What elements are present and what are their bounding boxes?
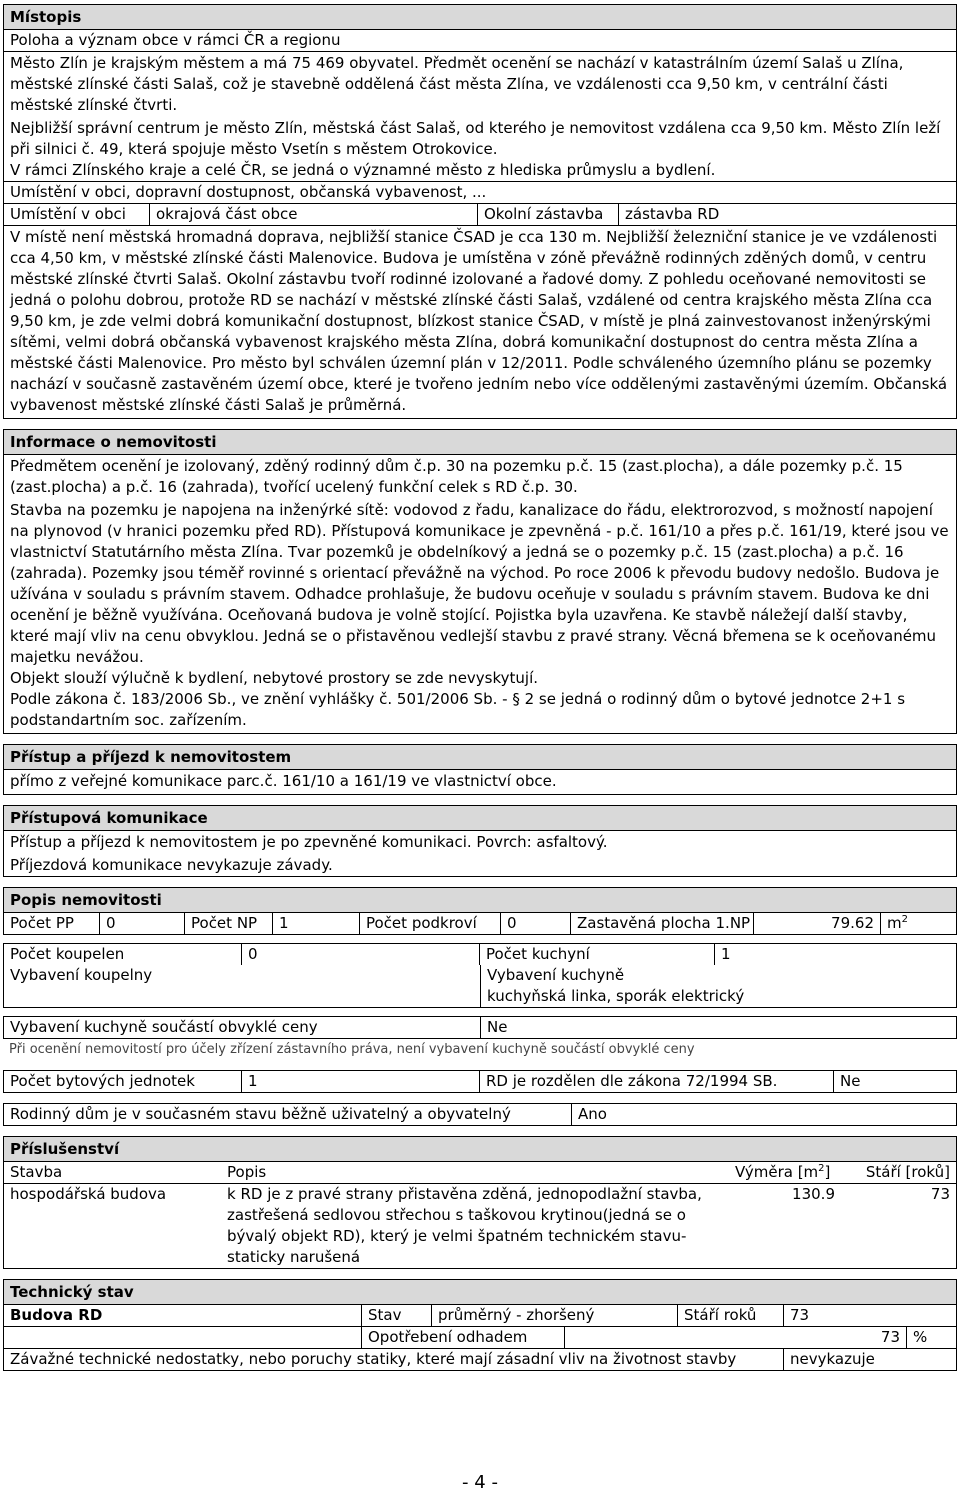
cell-stavba: hospodářská budova: [10, 1185, 167, 1203]
document-page: [3, 4, 957, 1381]
cell-label: Vybavení kuchyně: [480, 965, 956, 986]
paragraph: přímo z veřejné komunikace parc.č. 161/10 a 161/19 ve vlastnictví obce.: [10, 772, 557, 790]
cell-label: Počet PP: [10, 914, 74, 932]
paragraph: Přístup a příjezd k nemovitostem je po zpevněné komunikaci. Povrch: asfaltový.: [10, 833, 608, 851]
row: [4, 965, 956, 986]
subheading: Poloha a význam obce v rámci ČR a regionu: [4, 30, 956, 52]
section-informace: [3, 429, 957, 734]
section-title: Přístupová komunikace: [4, 806, 956, 831]
cell-value: průměrný - zhoršený: [431, 1305, 677, 1326]
section-title: Přístup a příjezd k nemovitostem: [4, 745, 956, 770]
cell-label: Zastavěná plocha 1.NP: [570, 913, 753, 934]
prislusenstvi-table: [4, 1162, 956, 1268]
header-popis: Popis: [227, 1163, 267, 1181]
paragraph: Město Zlín je krajským městem a má 75 469 obyvatel. Předmět ocenění se nachází v katastrálním území Salaš u Zlína, městské zlínské části Salaš, což je stavebně oddělená část města Zlína, ve vzdálenosti cca 9,50 km, v centrální části městské zlínské čtvrti.: [10, 54, 904, 114]
cell-label: RD je rozdělen dle zákona 72/1994 SB.: [479, 1071, 833, 1092]
cell-value: 0: [99, 913, 184, 934]
budova-label: Budova RD: [4, 1305, 362, 1326]
soucasti-block: [3, 1016, 957, 1060]
subheading: Umístění v obci, dopravní dostupnost, občanská vybavenost, ...: [10, 183, 487, 201]
paragraph: V rámci Zlínského kraje a celé ČR, se jedná o významné město z hlediska průmyslu a bydlení.: [4, 160, 956, 182]
jednotky-row: [3, 1070, 957, 1093]
cell-empty: [4, 986, 480, 1007]
header-vymera-close: ]: [824, 1163, 831, 1181]
section-pristup: [3, 744, 957, 795]
header-stavba: Stavba: [10, 1163, 63, 1181]
cell-label: Vybavení koupelny: [10, 966, 153, 984]
section-title: Místopis: [4, 5, 956, 30]
cell-value: 73: [564, 1327, 906, 1348]
section-mistopis: [3, 4, 957, 419]
cell-popis: k RD je z pravé strany přistavěna zděná, jednopodlažní stavba, zastřešená sedlovou střechou s taškovou krytinou(jedná se o bývalý objekt RD), který je velmi špatném technickém stavu- staticky narušená: [227, 1185, 702, 1266]
row: [4, 1326, 956, 1348]
section-technicky: [3, 1279, 957, 1371]
cell-label: Okolní zástavba: [477, 204, 618, 225]
header-stari: Stáří [roků]: [865, 1163, 950, 1181]
cell-value: 0: [500, 913, 570, 934]
section-title: Technický stav: [4, 1280, 956, 1305]
cell-value: 0: [241, 944, 479, 965]
cell-value: 1: [714, 944, 956, 965]
cell-label: Počet podkroví: [359, 913, 500, 934]
paragraph: Objekt slouží výlučně k bydlení, nebytové prostory se zde nevyskytují.: [10, 669, 539, 687]
section-komunikace: [3, 805, 957, 877]
cell-value: nevykazuje: [783, 1349, 956, 1370]
row: [4, 1104, 956, 1125]
cell-value: kuchyňská linka, sporák elektrický: [480, 986, 956, 1007]
cell-value: Ne: [833, 1071, 956, 1092]
table-header: [4, 1162, 956, 1184]
cell-value: okrajová část obce: [149, 204, 477, 225]
paragraph: Předmětem ocenění je izolovaný, zděný rodinný dům č.p. 30 na pozemku p.č. 15 (zast.plocha), a dále pozemky p.č. 15 (zast.plocha) a p.č. 16 (zahrada), tvořící ucelený funkční celek s RD č.p. 30.: [10, 457, 903, 496]
section-popis: [3, 887, 957, 935]
paragraph: Podle zákona č. 183/2006 Sb., ve znění vyhlášky č. 501/2006 Sb. - § 2 se jedná o rodinný dům o bytové jednotce 2+1 s podstandartním soc. zařízením.: [10, 690, 906, 729]
cell-label: Opotřebení odhadem: [368, 1328, 528, 1346]
cell-stari: 73: [930, 1185, 950, 1203]
paragraph: Nejbližší správní centrum je město Zlín, městská část Salaš, od kterého je nemovitost vzdálena cca 9,50 km. Město Zlín leží při silnici č. 49, která spojuje město Vsetín s městem Otrokovice.: [10, 119, 941, 158]
row: [4, 944, 956, 965]
cell-label: Počet NP: [184, 913, 272, 934]
paragraph: V místě není městská hromadná doprava, nejbližší stanice ČSAD je cca 130 m. Nejbližší železniční stanice je ve vzdálenosti cca 4,50 km, v městské zlínské části Malenovice. Budova je umístěna v zóně převážně rodinných zděných domů, v centru městské zlínské čtvrti Salaš. Okolní zástavbu tvoří rodinné izolované a řadové domy. Z pohledu oceňované nemovitosti se jedná o polohu dobrou, protože RD se nachází v městské zlínské části Salaš, vzdálené od centra krajského města Zlína cca 9,50 km, je zde velmi dobrá komunikační dostupnost, blízkost stanice ČSAD, v místě je plná zainvestovanost inženýrskými sítěmi, velmi dobrá občanská vybavenost krajského města Zlína, dobrá komunikační dostupnost do centra města Zlína a městské části Malenovice. Pro město byl schválen územní plán v 12/2011. Podle schváleného územního plánu se pozemky nachází v současně zastavěném území obce, které je tvořeno jedním nebo více oddělenými zastavěnými územím. Občanská vybavenost městské zlínské části Salaš je průměrná.: [10, 228, 948, 414]
section-title: Informace o nemovitosti: [4, 430, 956, 455]
soucasti-row: [3, 1016, 957, 1039]
cell-label: Počet bytových jednotek: [10, 1072, 195, 1090]
unit-cell: $m^2$: [880, 913, 956, 934]
cell-label: Umístění v obci: [10, 205, 126, 223]
paragraph: Stavba na pozemku je napojena na inženýrké sítě: vodovod z řadu, kanalizace do řádu, elektrorozvod, s možností napojení na plynovod (v hranici pozemku před RD). Přístupová komunikace je zpevněná - p.č. 161/10 a přes p.č. 161/19, které jsou ve vlastnictví Statutárního města Zlína. Tvar pozemků je obdelníkový a jedná se o pozemky p.č. 15 (zast.plocha) a p.č. 16 (zahrada). Pozemky jsou téměř rovinné s orientací převážně na východ. Po roce 2006 k převodu budovy nedošlo. Budova je užívána v souladu s právním stavem. Odhadce prohlašuje, že budovu oceňuje v souladu s právním stavem. Budova ke dni ocenění je běžně využívána. Oceňovaná budova je volně stojící. Pojistka byla uzavřena. Ke stavbě náležejí další stavby, které mají vliv na cenu obvyklou. Jedná se o přistavěnou vedlejší stavbu z pravé strany. Věcná břemena se k oceňovanému majetku nevážou.: [10, 501, 949, 666]
location-row: [4, 203, 956, 226]
page-number: - 4 -: [462, 1472, 498, 1493]
cell-label: Počet kuchyní: [479, 944, 714, 965]
row: [4, 1017, 956, 1038]
paragraph: Příjezdová komunikace nevykazuje závady.: [10, 856, 333, 874]
cell-value: Ano: [571, 1104, 956, 1125]
cell-empty: [4, 1327, 362, 1348]
row: [4, 1071, 956, 1092]
unit: m: [887, 914, 902, 932]
cell-value: 1: [272, 913, 359, 934]
cell-value: Ne: [480, 1017, 956, 1038]
counts-row: [4, 913, 956, 934]
section-title: Příslušenství: [4, 1137, 956, 1162]
cell-label: Rodinný dům je v současném stavu běžně uživatelný a obyvatelný: [10, 1105, 511, 1123]
cell-value: zástavba RD: [618, 204, 956, 225]
cell-value: 1: [241, 1071, 479, 1092]
header-vymera: Výměra $[m^2]$: [735, 1163, 831, 1181]
cell-vymera: 130.9: [792, 1185, 835, 1203]
cell-label: Stav: [368, 1306, 402, 1324]
cell-unit: %: [906, 1327, 956, 1348]
cell-value: 73: [783, 1305, 956, 1326]
cell-label: Vybavení kuchyně součástí obvyklé ceny: [10, 1018, 318, 1036]
cell-label: Stáří roků: [677, 1305, 783, 1326]
section-prislusenstvi: [3, 1136, 957, 1269]
row: [4, 1348, 956, 1370]
cell-value: 79.62: [753, 913, 880, 934]
row: [4, 986, 956, 1007]
section-title: Popis nemovitosti: [4, 888, 956, 913]
cell-label: Počet koupelen: [10, 945, 125, 963]
section-koupelny: [3, 943, 957, 1008]
cell-label: Závažné technické nedostatky, nebo poruchy statiky, které mají zásadní vliv na životnost stavby: [10, 1350, 737, 1368]
header-vymera-label: Výměra [m: [735, 1163, 819, 1181]
stav-row: [3, 1103, 957, 1126]
row: [4, 1305, 956, 1326]
note: Při ocenění nemovitostí pro účely zřízení zástavního práva, není vybavení kuchyně součástí obvyklé ceny: [9, 1042, 695, 1057]
table-row: [4, 1184, 956, 1269]
